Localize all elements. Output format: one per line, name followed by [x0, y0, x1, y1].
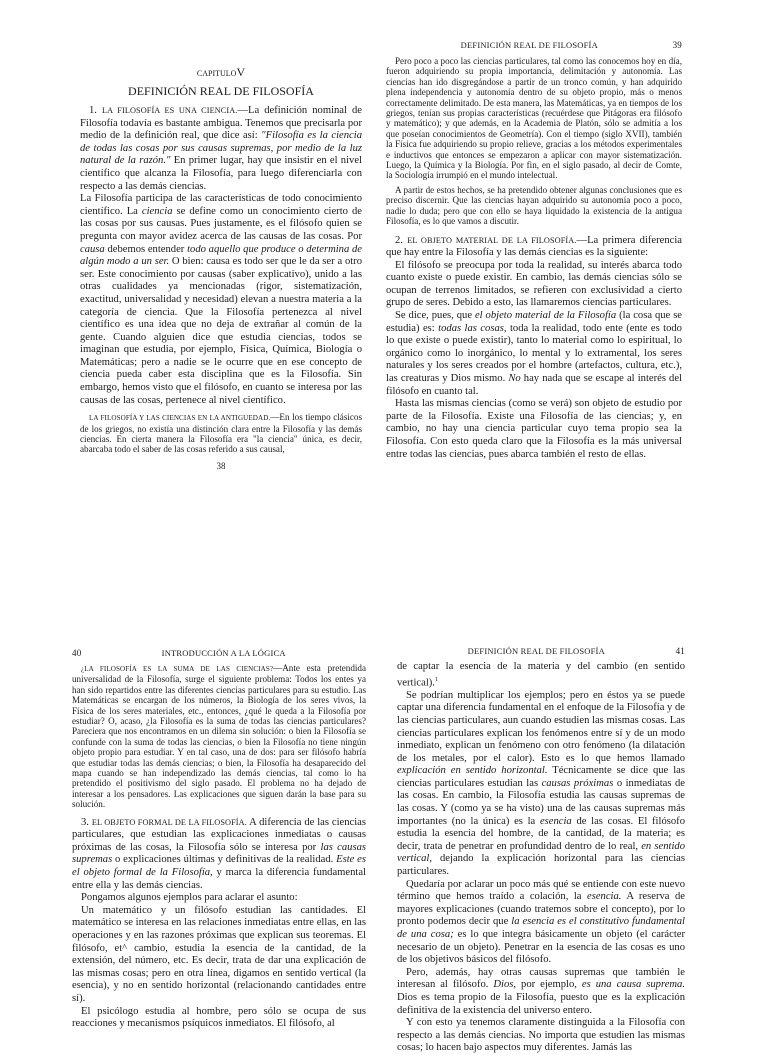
paragraph — [386, 310, 682, 398]
text-run: Pero, además, hay otras causas supremas que también le interesan al filósofo. — [397, 966, 685, 991]
section-number: 3. — [81, 816, 89, 828]
paragraph — [397, 967, 685, 1017]
running-head-title: DEFINICIÓN REAL DE FILOSOFÍA — [467, 646, 605, 656]
paragraph — [397, 690, 685, 879]
text-run: hay nada que se escape al interés del filósofo en cuanto tal. — [386, 373, 683, 397]
page-38 — [80, 55, 362, 471]
italic-term: las causas supremas — [72, 841, 366, 866]
small-print-paragraph — [72, 663, 366, 810]
definition-quote: "Filosofía es la ciencia de todas las cosas por sus causas supremas, por medio de la luz natural de la razón." — [80, 130, 362, 167]
text-run: En primer lugar, hay que insistir en el nivel científico que alcanza la Filosofía, para luego diferenciarla con respecto a las demás ciencias. — [80, 155, 362, 192]
italic-term: todo aquello que produce o determina de algún modo a un ser. — [80, 243, 362, 268]
paragraph — [386, 235, 682, 260]
italic-term: la esencia es el constitutivo fundamental de una cosa; — [397, 916, 685, 940]
text-run: —La primera diferencia que hay entre la Filosofía y las demás ciencias es la siguiente: — [386, 234, 682, 259]
italic-term: en sentido vertical, — [397, 840, 685, 865]
text-run: dejando la explicación horizontal para las ciencias particulares. — [397, 853, 685, 878]
page-folio: 38 — [216, 460, 226, 471]
page-number: 39 — [672, 40, 682, 50]
page-39 — [386, 40, 682, 461]
text-run: Se podrían multiplicar los ejemplos; pero en éstos ya se puede captar una diferencia fundamental en el enfoque de la Filosofía y de las ciencias particulares, aun cuando estudien las mismas cosas. Las ciencias particulares explican los fenómenos entre sí y de un modo inmediato, explican un fenómeno con otro fenómeno (la dilatación de los metales, por el calor). Esto es lo que hemos llamado — [397, 689, 685, 764]
text-run: por ejemplo, — [516, 979, 582, 991]
text-run: A diferencia de las ciencias particulares, que estudian las explicaciones inmediatas o causas próximas de las cosas, la Filosofía sólo se interesa por — [72, 816, 366, 853]
running-head — [72, 648, 366, 658]
section-number: 2. — [395, 234, 403, 246]
text-run: —En los tiempo clásicos de los griegos, no existía una distinción clara entre la Filosofía y las demás ciencias. En cierta manera la Filosofía era "la ciencia" única, es decir, abarcaba todo el saber de las cosas referido a sus causal, — [80, 412, 363, 455]
paragraph — [72, 817, 366, 893]
italic-term: todas las cosas — [438, 322, 504, 334]
paragraph: Hasta las mismas ciencias (como se verá) son objeto de estudio por parte de la Filosofía. Existe una Filosofía de las ciencias; y, en cambio, no hay una ciencia particular cuyo tema propio sea la Filosofía. Con esto queda claro que la Filosofía es la más universal entre todas las ciencias, pues abarca también el resto de ellas. — [386, 398, 682, 460]
text-run: , toda la realidad, todo ente (ente es todo lo que existe o puede existir), tanto lo material como lo espiritual, lo orgánico como lo inorgánico, lo mental y lo extramental, los seres naturales y los seres creados por el hombre (artefactos, cultura, etc.), las creaturas y Dios mismo. — [386, 322, 682, 385]
chapter-numeral: V — [236, 65, 246, 79]
paragraph — [397, 661, 685, 690]
text-run: es lo que integra básicamente un objeto (el carácter necesario de un objeto). Penetrar en la esencia de las cosas es uno de los objetivos básicos del filósofo. — [397, 929, 686, 966]
page-40 — [72, 648, 366, 1031]
running-head-title: DEFINICIÓN REAL DE FILOSOFÍA — [460, 40, 598, 50]
chapter-title: DEFINICIÓN REAL DE FILOSOFÍA — [128, 84, 314, 98]
chapter-label — [80, 65, 362, 80]
text-run: o explicaciones últimas y definitivas de la realidad. — [112, 854, 337, 866]
text-run: Quedaría por aclarar un poco más qué se entiende con este nuevo término que hemos traído a colación, la — [397, 878, 685, 903]
text-run: de captar la esencia de la materia y del cambio (en sentido vertical). — [397, 661, 685, 689]
text-run: o inmediatas de las cosas. En cambio, la Filosofía estudia las causas supremas de las cosas. Y (como ya se ha visto) una de las causas supremas más importantes (no la única) es la — [397, 777, 685, 827]
text-run: se define como un conocimiento cierto de las cosas por sus causas. Pues justamente, es el filósofo quien se pregunta con mayor avidez acerca de las causas de las cosas. Por — [80, 205, 362, 242]
paragraph — [397, 879, 685, 967]
section-heading: EL OBJETO FORMAL DE LA FILOSOFÍA. — [91, 817, 247, 827]
italic-term: causas próximas — [541, 777, 614, 789]
text-run: Técnicamente se dice que las ciencias particulares estudian las — [397, 765, 685, 789]
italic-term: esencia — [539, 815, 572, 827]
text-run: —Ante esta pretendida universalidad de la Filosofía, surge el siguiente problema: Todos los entes ya han sido repartidos entre las diferentes ciencias particulares para su estudio. Las Matemáticas se encargan de los números, la Biología de los seres vivos, la Física de los seres materiales, etc., entonces, ¿qué le queda a la Filosofía por estudiar? O, acaso, ¿la Filosofía es la suma de todas las ciencias particulares? Pareciera que nos encontramos en un dilema sin solución: o bien la Filosofía se confunde con la suma de todas las ciencias, o bien la Filosofía no tiene ningún objeto propio para estudiar. Y en tal caso, una de dos: para ser filósofo habría que estudiar todas las demás ciencias; o bien, la Filosofía ha desaparecido del mapa cuando se han independizado las demás ciencias, tal como lo ha pretendido el positivismo del siglo pasado. El problema no ha dejado de interesar a los pensadores. Las explicaciones que siguen darán la base para su solución. — [72, 663, 366, 810]
section-heading: LA FILOSOFÍA ES UNA CIENCIA. — [102, 106, 238, 115]
italic-term: esencia. — [587, 891, 622, 903]
text-run: La Filosofía participa de las características de todo conocimiento científico. La — [80, 193, 362, 217]
paragraph: Pongamos algunos ejemplos para aclarar el asunto: — [81, 892, 298, 904]
running-head — [386, 40, 682, 50]
italic-term: es una causa suprema. — [581, 979, 685, 991]
paragraph: El filósofo se preocupa por toda la realidad, su interés abarca todo cuanto existe o puede existir. En cambio, las demás ciencias sólo se ocupan de terrenos limitados, se refieren con exclusividad a cierto grupo de seres. Debido a esto, las llamaremos ciencias particulares. — [386, 259, 682, 309]
section-heading: ¿LA FILOSOFÍA ES LA SUMA DE LAS CIENCIAS? — [81, 665, 274, 673]
small-print-paragraph: A partir de estos hechos, se ha pretendido obtener algunas conclusiones que es preciso discernir. Que las ciencias hayan adquirido su autonomía poco a poco, nadie lo duda; pero que con ello se haya liquidado la existencia de la antigua Filosofía, es lo que vamos a discutir. — [386, 184, 682, 227]
text-run: Dios es tema propio de la Filosofía, puesto que es la explicación definitiva de la existencia del universo entero. — [397, 991, 685, 1016]
text-run: Se dice, pues, que — [395, 310, 475, 322]
paragraph — [80, 105, 362, 193]
italic-term: ciencia — [141, 205, 173, 217]
paragraph: Y con esto ya tenemos claramente distinguida a la Filosofía con respecto a las demás ciencias. No importa que estudien las mismas cosas; lo hacen bajo aspectos muy diferentes. Jamás las — [397, 1017, 685, 1054]
running-head-title: INTRODUCCIÓN A LA LÓGICA — [161, 648, 286, 658]
italic-term: Dios, — [493, 979, 517, 991]
italic-term: Este es el objeto formal de la Filosofía, — [72, 854, 366, 879]
section-heading: LA FILOSOFÍA Y LAS CIENCIAS EN LA ANTIGUEDAD. — [89, 414, 271, 423]
text-run: de las cosas. El filósofo estudia la esencia del hombre, de la cantidad, de la materia; es decir, trata de penetrar en profundidad dentro de lo real, — [397, 815, 685, 852]
chapter-label-text: CAPITULO — [196, 69, 237, 78]
page-number: 41 — [675, 646, 685, 656]
running-head — [397, 646, 685, 656]
italic-term: causa — [80, 243, 105, 255]
footnote-marker: 1 — [434, 675, 439, 683]
text-run: O bien: causa es todo ser que le da ser a otro ser. Este conocimiento por causas (saber explicativo), unido a las otras cualidades ya mencionadas (rigor, sistematización, exactitud, universalidad y necesidad) elevan a nuestra materia a la categoría de ciencia. Que la Filosofía pertenezca al nivel científico es una idea que no deja de extrañar al común de la gente. Cuando alguien dice que estudia ciencias, todos se imaginan que estudia, por ejemplo, Física, Química, Biología o Matemáticas; pero a nadie se le ocurre que en ese concepto de ciencia pueda caber esta disciplina que es la Filosofía. Sin embargo, hemos visto que el filósofo, en cuanto se interesa por las causas de las cosas, pertenece al nivel científico. — [80, 256, 363, 406]
text-run: y marca la diferencia fundamental entre ella y las demás ciencias. — [72, 867, 366, 891]
italic-term: el objeto material de la Filosofía — [474, 310, 617, 322]
italic-term: explicación en sentido horizontal. — [397, 765, 548, 777]
section-number: 1. — [89, 105, 97, 116]
section-heading: EL OBJETO MATERIAL DE LA FILOSOFÍA. — [407, 235, 577, 245]
page-number: 40 — [72, 648, 82, 658]
text-run: (la cosa que se estudia) es: — [386, 310, 683, 334]
small-print-paragraph: Pero poco a poco las ciencias particulares, tal como las conocemos hoy en día, fueron adquiriendo su propia importancia, delimitación y autonomía. Las ciencias han ido disgregándose a partir de un tronco común, y han adquirido plena independencia y autonomía dentro de su objeto propio, más o menos correctamente delimitado. De esta manera, las Matemáticas, ya en tiempos de los griegos, tenían sus propias características (recuérdese que Pitágoras era filósofo y matemático); y que además, en la Academia de Platón, sólo se admitía a los que poseían conocimientos de Geometría). Con el tiempo (siglo XVII), también la Física fue adquiriendo su propio relieve, gracias a los métodos experimentales e inductivos que entonces se empezaron a aplicar con mayor sistematización. Luego, la Química y la Biología. Por fin, en el siglo pasado, al decir de Comte, la Sociología irrumpió en el mundo intelectual. — [386, 56, 682, 181]
small-print-paragraph — [80, 412, 362, 455]
paragraph — [80, 193, 362, 407]
page-41 — [397, 646, 685, 1055]
text-run: —La definición nominal de Filosofía todavía es bastante ambigua. Tenemos que precisarla por medio de la definición real, que dice así: — [80, 105, 362, 142]
paragraph: El psicólogo estudia al hombre, pero sólo se ocupa de sus reacciones y mecanismos psíquicos inmediatos. El filósofo, al — [72, 1005, 366, 1030]
text-run: debemos entender — [104, 243, 188, 255]
text-run: A reserva de mayores explicaciones (cuando tratemos sobre el concepto), por lo pronto podemos decir que — [397, 891, 685, 928]
paragraph: Un matemático y un filósofo estudian las cantidades. El matemático se interesa en las relaciones inmediatas entre ellas, en las operaciones y en las razones próximas que explican sus teoremas. El filósofo, et^ cambio, estudia la esencia de la cantidad, de la extensión, del número, etc. Es decir, trata de dar una explicación de las mismas cosas; pero en otra línea, digamos en sentido vertical (la esencia), y no en sentido horizontal (relacionando cantidades entre sí). — [72, 904, 366, 1004]
italic-term: No — [508, 373, 521, 385]
